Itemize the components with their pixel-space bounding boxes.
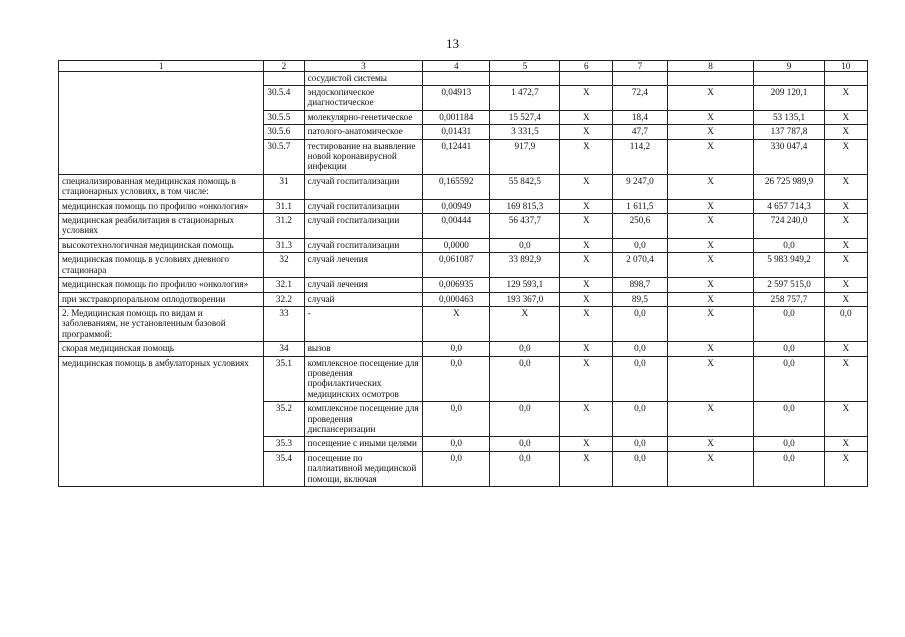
value-cell: 0,0 [754,342,824,356]
value-cell: 0,0 [754,356,824,402]
value-cell: X [667,214,754,239]
header-row [59,61,868,72]
value-cell: 169 815,3 [490,199,560,213]
value-cell: X [667,139,754,174]
row-unit-cell: посещение с иными целями [304,437,423,451]
row-code-cell: 32 [264,253,304,278]
value-cell: 2 597 515,0 [754,278,824,292]
value-cell [824,72,867,86]
value-cell: 2 070,4 [613,253,668,278]
value-cell: 55 842,5 [490,174,560,199]
value-cell: 250,6 [613,214,668,239]
value-cell: 1 472,7 [490,86,560,111]
table-row [59,238,868,252]
value-cell: 0,0 [613,342,668,356]
value-cell: X [824,342,867,356]
row-code-cell: 32.1 [264,278,304,292]
value-cell: X [824,451,867,486]
value-cell: 0,0 [754,451,824,486]
value-cell: 0,0 [423,356,490,402]
value-cell: 258 757,7 [754,292,824,306]
value-cell: X [560,199,613,213]
value-cell: 724 240,0 [754,214,824,239]
value-cell: X [824,125,867,139]
row-code-cell: 35.1 [264,356,304,402]
row-name-cell: скорая медицинская помощь [59,342,264,356]
value-cell: 0,0 [490,238,560,252]
value-cell: 0,0 [613,402,668,437]
row-unit-cell: молекулярно-генетическое [304,110,423,124]
value-cell: 137 787,8 [754,125,824,139]
row-code-cell: 33 [264,306,304,341]
value-cell: X [667,174,754,199]
table-row [59,342,868,356]
value-cell: X [667,86,754,111]
value-cell [560,72,613,86]
value-cell: X [667,253,754,278]
value-cell: 0,0 [423,437,490,451]
value-cell: X [667,292,754,306]
value-cell: X [667,356,754,402]
value-cell: 0,01431 [423,125,490,139]
value-cell: X [560,306,613,341]
row-unit-cell: случай госпитализации [304,214,423,239]
value-cell: 0,00949 [423,199,490,213]
table-row [59,306,868,341]
data-table [58,60,868,487]
value-cell [423,72,490,86]
value-cell: 0,0 [490,451,560,486]
value-cell: 129 593,1 [490,278,560,292]
table-row [59,174,868,199]
row-unit-cell: комплексное посещение для проведения профилактических медицинских осмотров [304,356,423,402]
value-cell: X [667,342,754,356]
value-cell: X [560,278,613,292]
value-cell: X [560,110,613,124]
row-unit-cell: сосудистой системы [304,72,423,86]
row-name-cell: при экстракорпоральном оплодотворении [59,292,264,306]
value-cell: X [560,292,613,306]
header-cell: 2 [264,61,304,72]
value-cell: X [824,253,867,278]
row-unit-cell: вызов [304,342,423,356]
header-cell: 9 [754,61,824,72]
row-code-cell: 31 [264,174,304,199]
row-unit-cell: патолого-анатомическое [304,125,423,139]
table-row [59,253,868,278]
value-cell: 114,2 [613,139,668,174]
row-unit-cell: случай лечения [304,278,423,292]
value-cell: X [667,437,754,451]
row-unit-cell: случай [304,292,423,306]
row-unit-cell: случай госпитализации [304,199,423,213]
value-cell: 0,04913 [423,86,490,111]
value-cell: 18,4 [613,110,668,124]
value-cell: X [824,110,867,124]
value-cell: X [560,437,613,451]
value-cell: 0,0 [754,238,824,252]
row-name-cell: медицинская помощь по профилю «онкология» [59,278,264,292]
value-cell: X [824,86,867,111]
header-cell: 8 [667,61,754,72]
value-cell: 47,7 [613,125,668,139]
value-cell: 0,0 [754,437,824,451]
header-cell: 7 [613,61,668,72]
value-cell: 0,0 [824,306,867,341]
value-cell: X [667,451,754,486]
value-cell: X [667,278,754,292]
row-name-cell: медицинская помощь в условиях дневного стационара [59,253,264,278]
value-cell: X [560,174,613,199]
value-cell: 0,000463 [423,292,490,306]
row-unit-cell: случай госпитализации [304,174,423,199]
value-cell: 0,0 [754,306,824,341]
value-cell: 0,0 [423,342,490,356]
row-unit-cell: случай лечения [304,253,423,278]
row-name-cell [59,72,264,175]
header-cell: 1 [59,61,264,72]
table-row [59,278,868,292]
value-cell: X [667,199,754,213]
table-row [59,214,868,239]
value-cell: 1 611,5 [613,199,668,213]
value-cell: X [824,199,867,213]
value-cell: X [560,125,613,139]
value-cell: 0,0 [754,402,824,437]
value-cell: X [824,292,867,306]
value-cell: 4 657 714,3 [754,199,824,213]
value-cell: 0,0 [490,402,560,437]
value-cell [613,72,668,86]
value-cell: X [667,402,754,437]
value-cell: X [667,306,754,341]
value-cell [754,72,824,86]
value-cell: 193 367,0 [490,292,560,306]
row-code-cell [264,72,304,86]
row-code-cell: 30.5.6 [264,125,304,139]
row-code-cell: 35.2 [264,402,304,437]
value-cell: 898,7 [613,278,668,292]
value-cell: X [560,139,613,174]
header-cell: 10 [824,61,867,72]
value-cell: X [824,139,867,174]
row-name-cell: медицинская помощь в амбулаторных условиях [59,356,264,486]
row-unit-cell: случай госпитализации [304,238,423,252]
value-cell: X [824,174,867,199]
value-cell: X [667,238,754,252]
value-cell: X [824,402,867,437]
value-cell: 0,061087 [423,253,490,278]
value-cell [490,72,560,86]
value-cell: X [560,214,613,239]
value-cell: 0,0 [490,356,560,402]
value-cell: X [560,238,613,252]
value-cell: X [824,437,867,451]
value-cell: 3 331,5 [490,125,560,139]
value-cell: 0,0 [423,402,490,437]
row-code-cell: 34 [264,342,304,356]
value-cell: 9 247,0 [613,174,668,199]
value-cell: 0,001184 [423,110,490,124]
value-cell: 5 983 949,2 [754,253,824,278]
value-cell: X [560,342,613,356]
value-cell: 0,0 [613,437,668,451]
value-cell: X [667,110,754,124]
row-code-cell: 30.5.4 [264,86,304,111]
table-row [59,199,868,213]
header-cell: 5 [490,61,560,72]
value-cell: 0,12441 [423,139,490,174]
row-name-cell: 2. Медицинская помощь по видам и заболеваниям, не установленным базовой программой: [59,306,264,341]
row-code-cell: 31.3 [264,238,304,252]
value-cell: 0,0 [423,451,490,486]
value-cell: 72,4 [613,86,668,111]
value-cell: X [560,451,613,486]
row-code-cell: 35.4 [264,451,304,486]
row-unit-cell: - [304,306,423,341]
value-cell: X [824,238,867,252]
row-unit-cell: тестирование на выявление новой коронавирусной инфекции [304,139,423,174]
value-cell: 0,006935 [423,278,490,292]
value-cell: 0,0 [490,437,560,451]
header-cell: 3 [304,61,423,72]
value-cell: 330 047,4 [754,139,824,174]
table-row [59,292,868,306]
row-unit-cell: посещение по паллиативной медицинской помощи, включая [304,451,423,486]
row-unit-cell: эндоскопическое диагностическое [304,86,423,111]
row-code-cell: 30.5.5 [264,110,304,124]
value-cell [667,72,754,86]
header-cell: 4 [423,61,490,72]
table-row [59,356,868,402]
value-cell: X [560,402,613,437]
value-cell: 0,0 [490,342,560,356]
value-cell: 0,00444 [423,214,490,239]
value-cell: X [490,306,560,341]
value-cell: 26 725 989,9 [754,174,824,199]
row-unit-cell: комплексное посещение для проведения диспансеризации [304,402,423,437]
value-cell: 33 892,9 [490,253,560,278]
value-cell: 0,0 [613,451,668,486]
row-code-cell: 31.2 [264,214,304,239]
value-cell: 0,0 [613,238,668,252]
value-cell: 15 527,4 [490,110,560,124]
value-cell: X [667,125,754,139]
row-name-cell: специализированная медицинская помощь в стационарных условиях, в том числе: [59,174,264,199]
value-cell: 53 135,1 [754,110,824,124]
header-cell: 6 [560,61,613,72]
value-cell: 56 437,7 [490,214,560,239]
row-code-cell: 31.1 [264,199,304,213]
page-number: 13 [446,36,459,51]
value-cell: X [560,253,613,278]
row-code-cell: 32.2 [264,292,304,306]
value-cell: 0,0 [613,306,668,341]
row-code-cell: 30.5.7 [264,139,304,174]
row-name-cell: высокотехнологичная медицинская помощь [59,238,264,252]
value-cell: X [423,306,490,341]
row-name-cell: медицинская помощь по профилю «онкология» [59,199,264,213]
value-cell: 0,0 [613,356,668,402]
value-cell: X [824,356,867,402]
table-row [59,72,868,86]
row-code-cell: 35.3 [264,437,304,451]
value-cell: X [824,214,867,239]
value-cell: X [560,356,613,402]
value-cell: 0,0000 [423,238,490,252]
value-cell: 89,5 [613,292,668,306]
value-cell: X [824,278,867,292]
value-cell: 209 120,1 [754,86,824,111]
value-cell: 917,9 [490,139,560,174]
value-cell: 0,165592 [423,174,490,199]
row-name-cell: медицинская реабилитация в стационарных условиях [59,214,264,239]
value-cell: X [560,86,613,111]
